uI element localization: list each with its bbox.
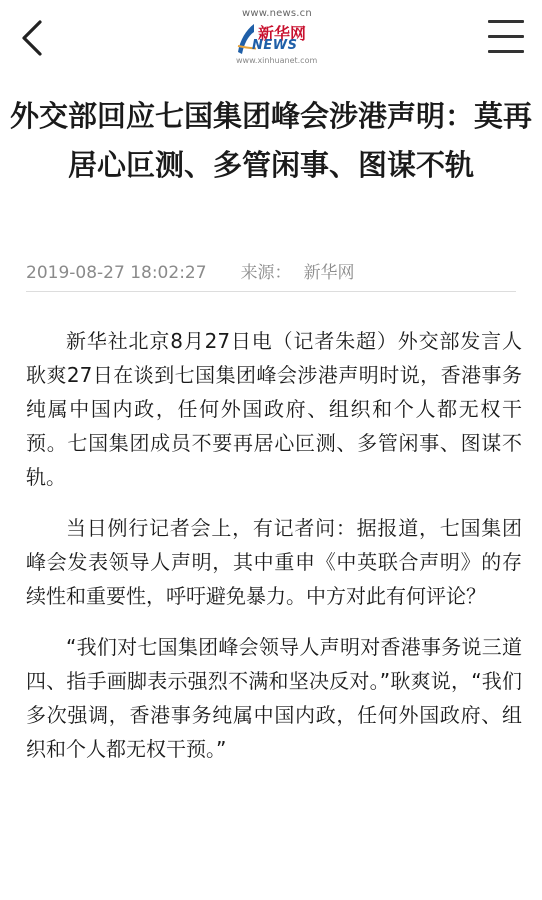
source-value: 新华网 xyxy=(303,263,355,283)
hamburger-menu-icon xyxy=(488,20,524,23)
logo-brand-en: NEWS xyxy=(252,38,298,53)
source-label: 来源： xyxy=(240,263,292,283)
divider xyxy=(26,291,516,292)
logo-url-top: www.news.cn xyxy=(242,8,312,19)
article-paragraph: “我们对七国集团峰会领导人声明对香港事务说三道四、指手画脚表示强烈不满和坚决反对。”耿爽说，“我们多次强调，香港事务纯属中国内政，任何外国政府、组织和个人都无权干预。” xyxy=(26,635,522,761)
top-bar xyxy=(0,0,542,78)
logo-brand-cn: 新华网 xyxy=(258,24,307,43)
article-body xyxy=(26,324,522,783)
xinhua-logo[interactable] xyxy=(232,8,322,68)
article-paragraph: 当日例行记者会上，有记者问：据报道，七国集团峰会发表领导人声明，其中重申《中英联合声明》的存续性和重要性，呼吁避免暴力。中方对此有何评论？ xyxy=(26,516,522,608)
article-meta xyxy=(26,258,516,283)
article-date: 2019-08-27 18:02:27 xyxy=(26,263,207,283)
article-title: 外交部回应七国集团峰会涉港声明：莫再居心叵测、多管闲事、图谋不轨 xyxy=(10,99,533,182)
back-button[interactable] xyxy=(14,16,54,60)
article-paragraph: 新华社北京8月27日电（记者朱超）外交部发言人耿爽27日在谈到七国集团峰会涉港声明时说，香港事务纯属中国内政，任何外国政府、组织和个人都无权干预。七国集团成员不要再居心叵测、多管闲事、图谋不轨。 xyxy=(26,329,522,489)
menu-button[interactable] xyxy=(488,20,524,54)
chevron-left-icon xyxy=(14,16,54,60)
logo-url-bottom: www.xinhuanet.com xyxy=(236,56,318,65)
